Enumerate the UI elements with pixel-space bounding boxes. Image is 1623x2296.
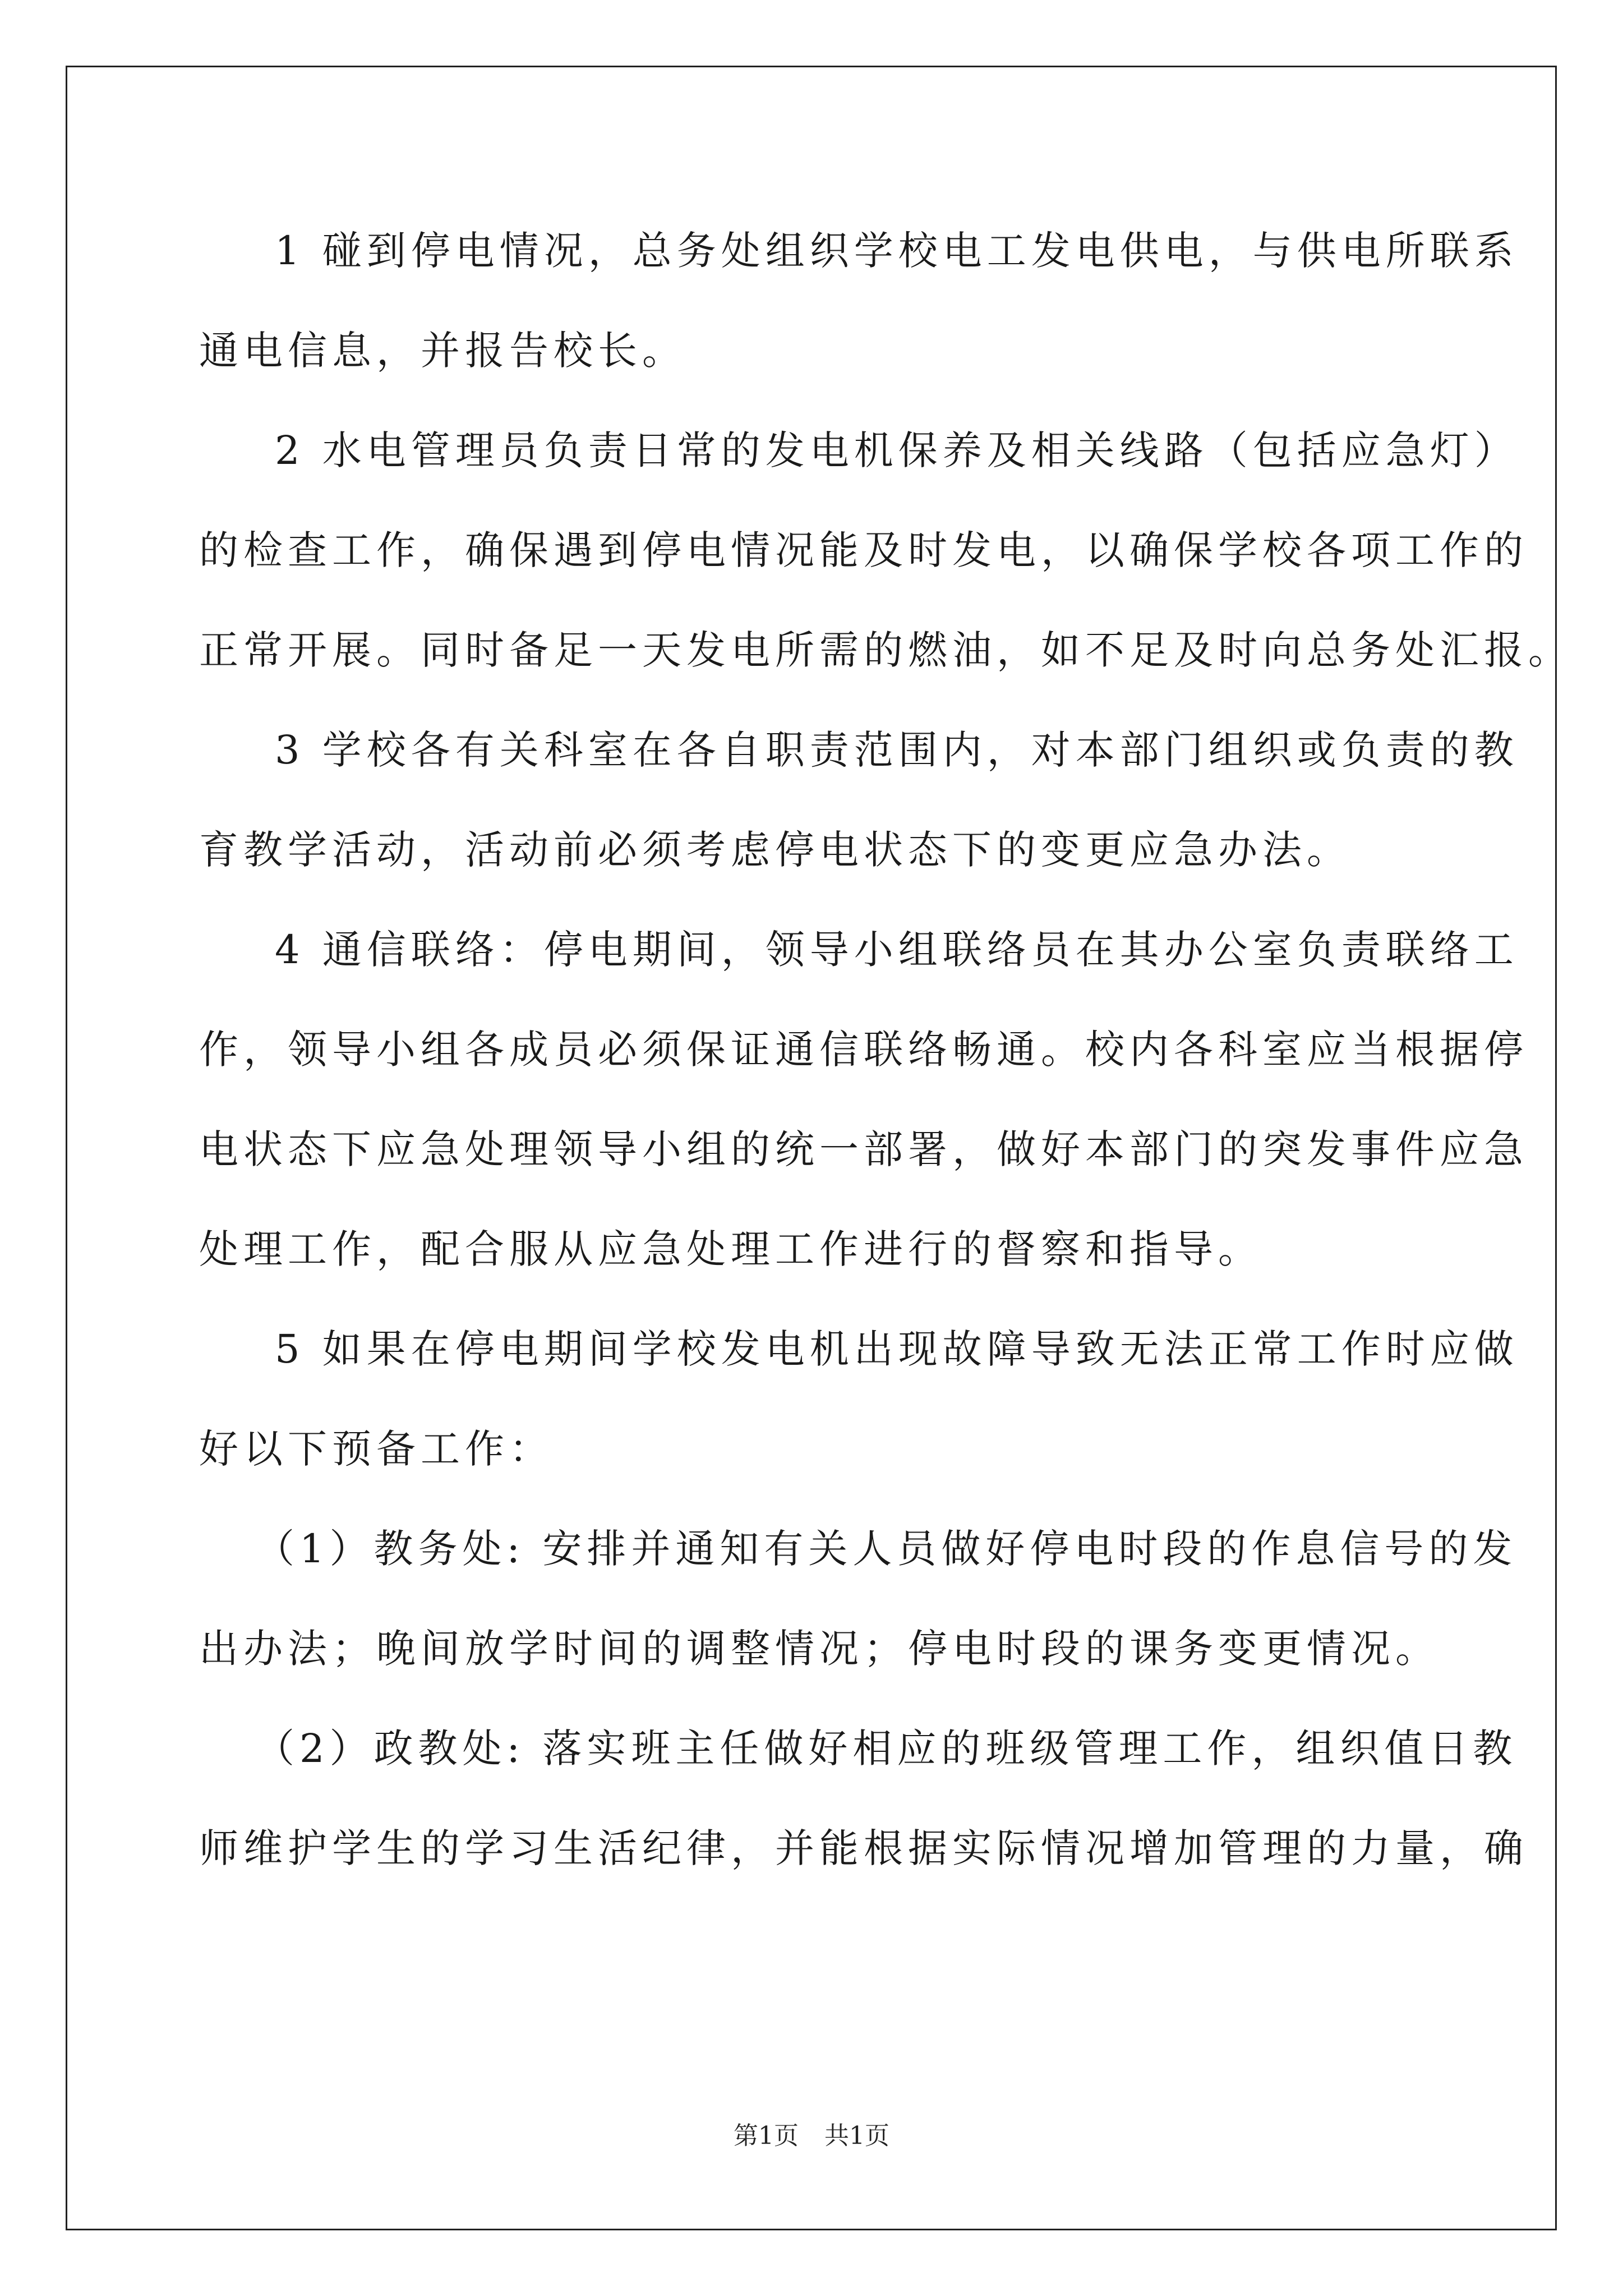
page-total: 共1页 — [824, 2122, 889, 2150]
paragraph-3-line-2: 育教学活动，活动前必须考虑停电状态下的变更应急办法。 — [199, 827, 1351, 873]
page-footer — [0, 2120, 1623, 2152]
paragraph-2-line-3: 正常开展。同时备足一天发电所需的燃油，如不足及时向总务处汇报。 — [199, 627, 1573, 673]
paragraph-1-line-1: 1 碰到停电情况，总务处组织学校电工发电供电，与供电所联系 — [275, 228, 1519, 274]
paragraph-4-line-2: 作，领导小组各成员必须保证通信联络畅通。校内各科室应当根据停 — [199, 1027, 1528, 1073]
paragraph-4-line-4: 处理工作，配合服从应急处理工作进行的督察和指导。 — [199, 1226, 1262, 1272]
paragraph-7-line-1: （2）政教处: 落实班主任做好相应的班级管理工作，组织值日教 — [255, 1726, 1518, 1772]
paragraph-4-line-1: 4 通信联络：停电期间，领导小组联络员在其办公室负责联络工 — [275, 927, 1519, 973]
paragraph-5-line-2: 好以下预备工作： — [199, 1426, 554, 1472]
paragraph-6-line-2: 出办法；晚间放学时间的调整情况；停电时段的课务变更情况。 — [199, 1626, 1440, 1672]
paragraph-3-line-1: 3 学校各有关科室在各自职责范围内，对本部门组织或负责的教 — [275, 727, 1519, 773]
paragraph-4-line-3: 电状态下应急处理领导小组的统一部署，做好本部门的突发事件应急 — [199, 1126, 1528, 1172]
paragraph-6-line-1: （1）教务处: 安排并通知有关人员做好停电时段的作息信号的发 — [255, 1526, 1518, 1572]
paragraph-7-line-2: 师维护学生的学习生活纪律，并能根据实际情况增加管理的力量，确 — [199, 1825, 1528, 1871]
paragraph-5-line-1: 5 如果在停电期间学校发电机出现故障导致无法正常工作时应做 — [275, 1326, 1519, 1372]
paragraph-2-line-1: 2 水电管理员负责日常的发电机保养及相关线路（包括应急灯） — [275, 427, 1519, 473]
page-number: 第1页 — [734, 2122, 799, 2150]
paragraph-1-line-2: 通电信息，并报告校长。 — [199, 328, 686, 374]
paragraph-2-line-2: 的检查工作，确保遇到停电情况能及时发电，以确保学校各项工作的 — [199, 527, 1528, 573]
